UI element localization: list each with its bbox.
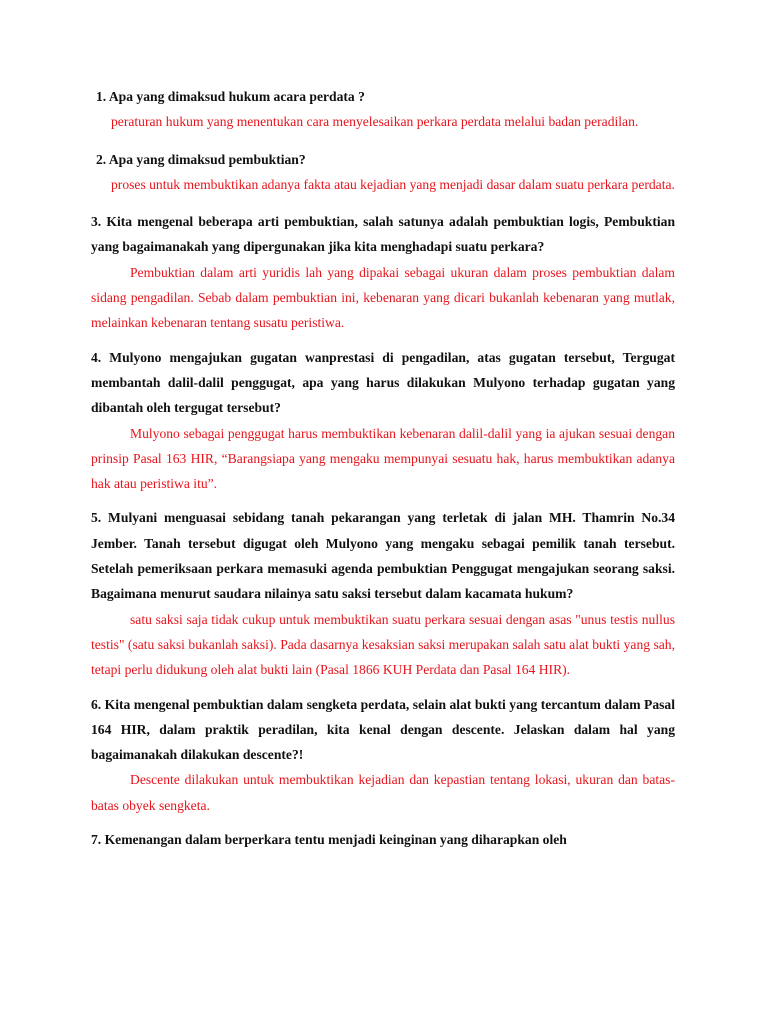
qa-item-7: [91, 827, 675, 852]
answer-1: peraturan hukum yang menentukan cara menyelesaikan perkara perdata melalui badan peradilan.: [111, 114, 639, 130]
qa-item-4: [91, 345, 675, 497]
qa-item-1: [91, 84, 675, 135]
answer-3: Pembuktian dalam arti yuridis lah yang dipakai sebagai ukuran dalam proses pembuktian dalam sidang pengadilan. Sebab dalam pembuktian ini, kebenaran yang dicari bukanlah kebenaran yang mutlak, melainkan kebenaran tentang susatu peristiwa.: [91, 264, 675, 331]
question-3: 3. Kita mengenal beberapa arti pembuktian, salah satunya adalah pembuktian logis, Pembuktian yang bagaimanakah yang dipergunakan jika kita menghadapi suatu perkara?: [91, 214, 675, 255]
qa-item-5: [91, 505, 675, 682]
qa-item-2: [91, 147, 675, 198]
question-7: 7. Kemenangan dalam berperkara tentu menjadi keinginan yang diharapkan oleh: [91, 832, 567, 848]
document-page: [91, 84, 675, 861]
qa-item-3: [91, 209, 675, 335]
question-1: 1. Apa yang dimaksud hukum acara perdata ?: [96, 89, 365, 104]
question-2: 2. Apa yang dimaksud pembuktian?: [96, 151, 306, 167]
answer-6: Descente dilakukan untuk membuktikan kejadian dan kepastian tentang lokasi, ukuran dan batas-batas obyek sengketa.: [91, 772, 675, 813]
question-5: 5. Mulyani menguasai sebidang tanah pekarangan yang terletak di jalan MH. Thamrin No.34 Jember. Tanah tersebut digugat oleh Mulyono yang mengaku sebagai pemilik tanah tersebut. Setelah pemeriksaan perkara memasuki agenda pembuktian Penggugat mengajukan seorang saksi. Bagaimana menurut saudara nilainya satu saksi tersebut dalam kacamata hukum?: [91, 510, 675, 602]
qa-item-6: [91, 692, 675, 818]
answer-5: satu saksi saja tidak cukup untuk membuktikan suatu perkara sesuai dengan asas "unus testis nullus testis" (satu saksi bukanlah saksi). Pada dasarnya kesaksian saksi merupakan salah satu alat bukti yang sah, tetapi perlu didukung oleh alat bukti lain (Pasal 1866 KUH Perdata dan Pasal 164 HIR).: [91, 611, 675, 678]
answer-4: Mulyono sebagai penggugat harus membuktikan kebenaran dalil-dalil yang ia ajukan sesuai dengan prinsip Pasal 163 HIR, “Barangsiapa yang mengaku mempunyai sesuatu hak, harus membuktikan adanya hak atau peristiwa itu”.: [91, 425, 675, 492]
question-6: 6. Kita mengenal pembuktian dalam sengketa perdata, selain alat bukti yang tercantum dalam Pasal 164 HIR, dalam praktik peradilan, kita kenal dengan descente. Jelaskan dalam hal yang bagaimanakah dilakukan descente?!: [91, 696, 675, 763]
question-4: 4. Mulyono mengajukan gugatan wanprestasi di pengadilan, atas gugatan tersebut, Tergugat membantah dalil-dalil penggugat, apa yang harus dilakukan Mulyono terhadap gugatan yang dibantah oleh tergugat tersebut?: [91, 349, 675, 416]
answer-2: proses untuk membuktikan adanya fakta atau kejadian yang menjadi dasar dalam suatu perkara perdata.: [111, 176, 675, 192]
